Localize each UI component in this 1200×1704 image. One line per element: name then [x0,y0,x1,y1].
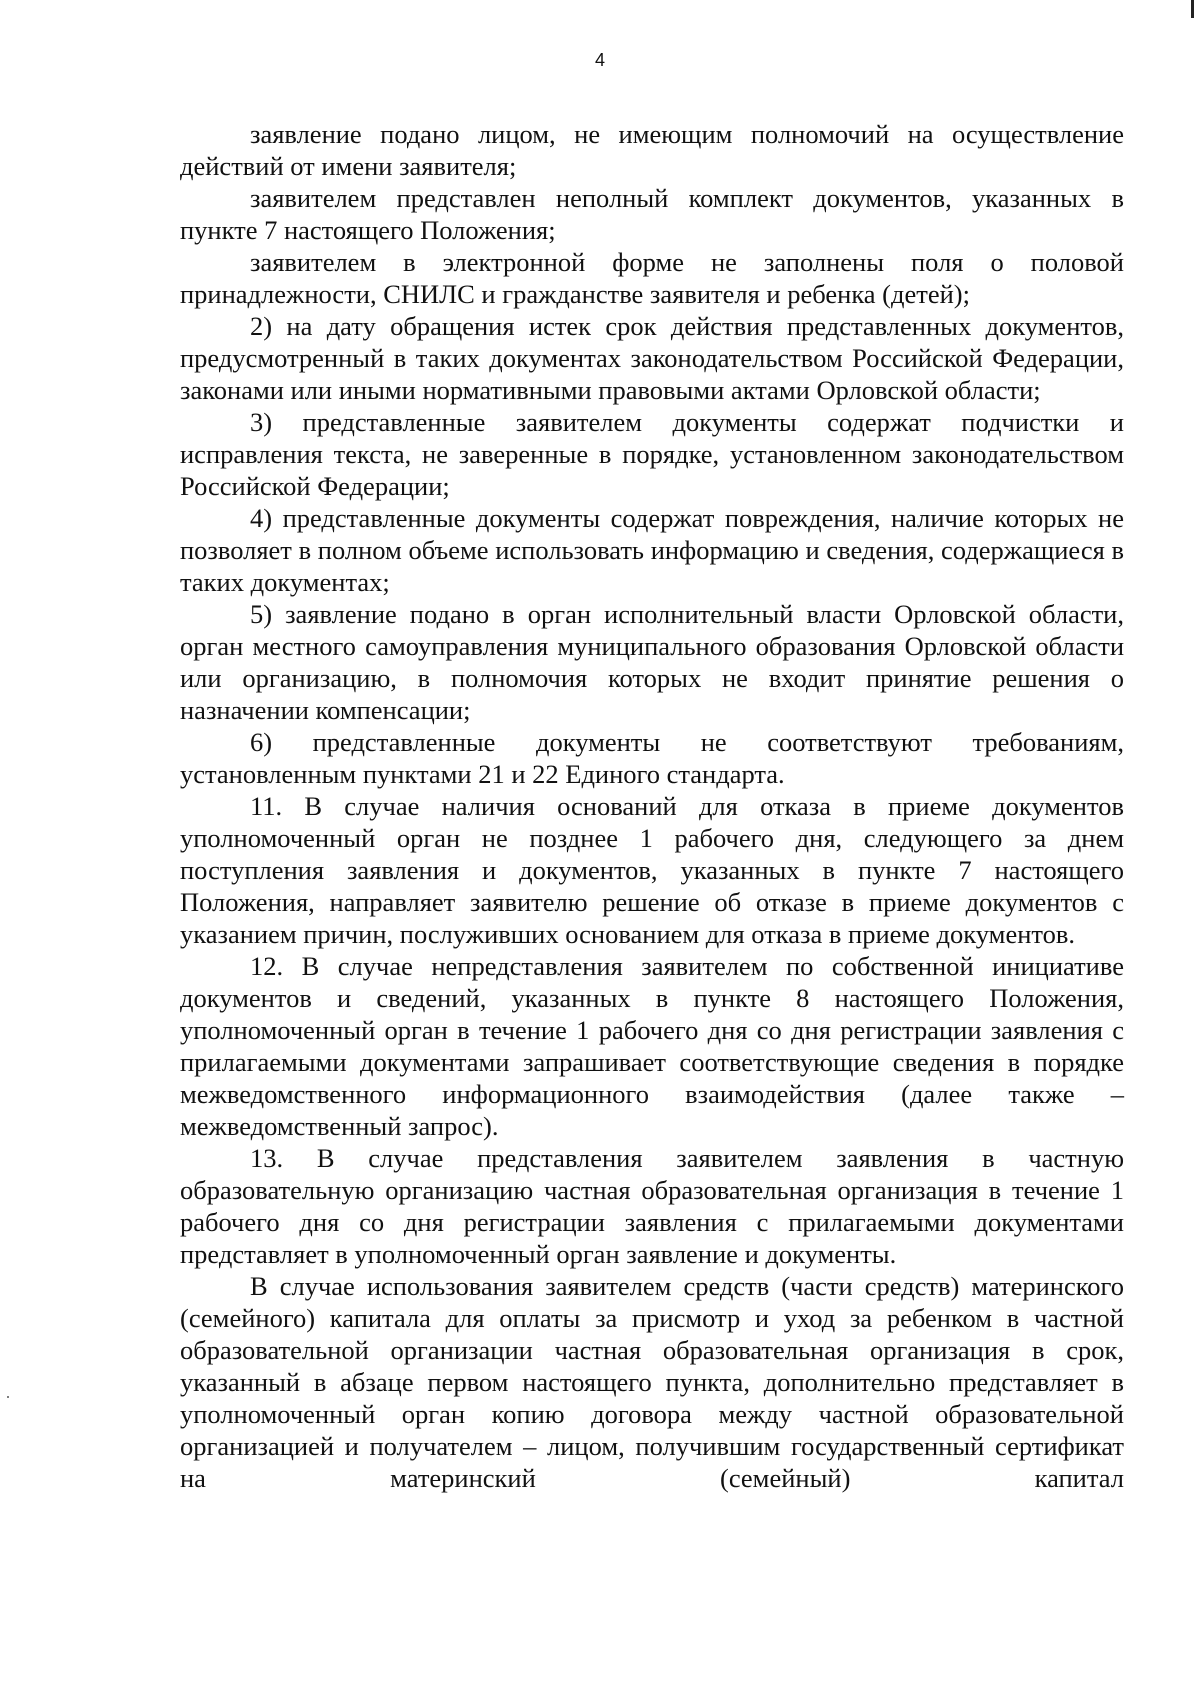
paragraph-section-11: 11. В случае наличия оснований для отказа в приеме документов уполномоченный орган не позднее 1 рабочего дня, следующего за днем поступления заявления и документов, указанных в пункте 7 настоящего Положения, направляет заявителю решение об отказе в приеме документов с указанием причин, послуживших основанием для отказа в приеме документов. [180,791,1124,949]
scan-artifact-mark [1191,0,1194,18]
paragraph-item-2: 2) на дату обращения истек срок действия представленных документов, предусмотренный в таких документах законодательством Российской Федерации, законами или иными нормативными правовыми актами Орловской области; [180,311,1124,405]
scan-artifact-dot [7,1396,9,1398]
document-body [180,118,1124,1494]
paragraph-item-5: 5) заявление подано в орган исполнительный власти Орловской области, орган местного самоуправления муниципального образования Орловской области или организацию, в полномочия которых не входит принятие решения о назначении компенсации; [180,599,1124,725]
paragraph-item-4: 4) представленные документы содержат повреждения, наличие которых не позволяет в полном объеме использовать информацию и сведения, содержащиеся в таких документах; [180,503,1124,597]
paragraph-item-3: 3) представленные заявителем документы содержат подчистки и исправления текста, не заверенные в порядке, установленном законодательством Российской Федерации; [180,407,1124,501]
paragraph-electronic-fields: заявителем в электронной форме не заполнены поля о половой принадлежности, СНИЛС и гражданстве заявителя и ребенка (детей); [180,247,1124,309]
paragraph-section-13-continued: В случае использования заявителем средств (части средств) материнского (семейного) капитала для оплаты за присмотр и уход за ребенком в частной образовательной организации частная образовательная организация в срок, указанный в абзаце первом настоящего пункта, дополнительно представляет в уполномоченный орган копию договора между частной образовательной организацией и получателем – лицом, получившим государственный сертификат на материнский (семейный) капитал [180,1271,1124,1493]
paragraph-incomplete-documents: заявителем представлен неполный комплект документов, указанных в пункте 7 настоящего Положения; [180,183,1124,245]
paragraph-invalid-applicant: заявление подано лицом, не имеющим полномочий на осуществление действий от имени заявителя; [180,119,1124,181]
paragraph-section-12: 12. В случае непредставления заявителем по собственной инициативе документов и сведений, указанных в пункте 8 настоящего Положения, уполномоченный орган в течение 1 рабочего дня со дня регистрации заявления с прилагаемыми документами запрашивает соответствующие сведения в порядке межведомственного информационного взаимодействия (далее также – межведомственный запрос). [180,951,1124,1141]
paragraph-item-6: 6) представленные документы не соответствуют требованиям, установленным пунктами 21 и 22 Единого стандарта. [180,727,1124,789]
page-number: 4 [594,50,605,70]
paragraph-section-13: 13. В случае представления заявителем заявления в частную образовательную организацию частная образовательная организация в течение 1 рабочего дня со дня регистрации заявления с прилагаемыми документами представляет в уполномоченный орган заявление и документы. [180,1143,1124,1269]
